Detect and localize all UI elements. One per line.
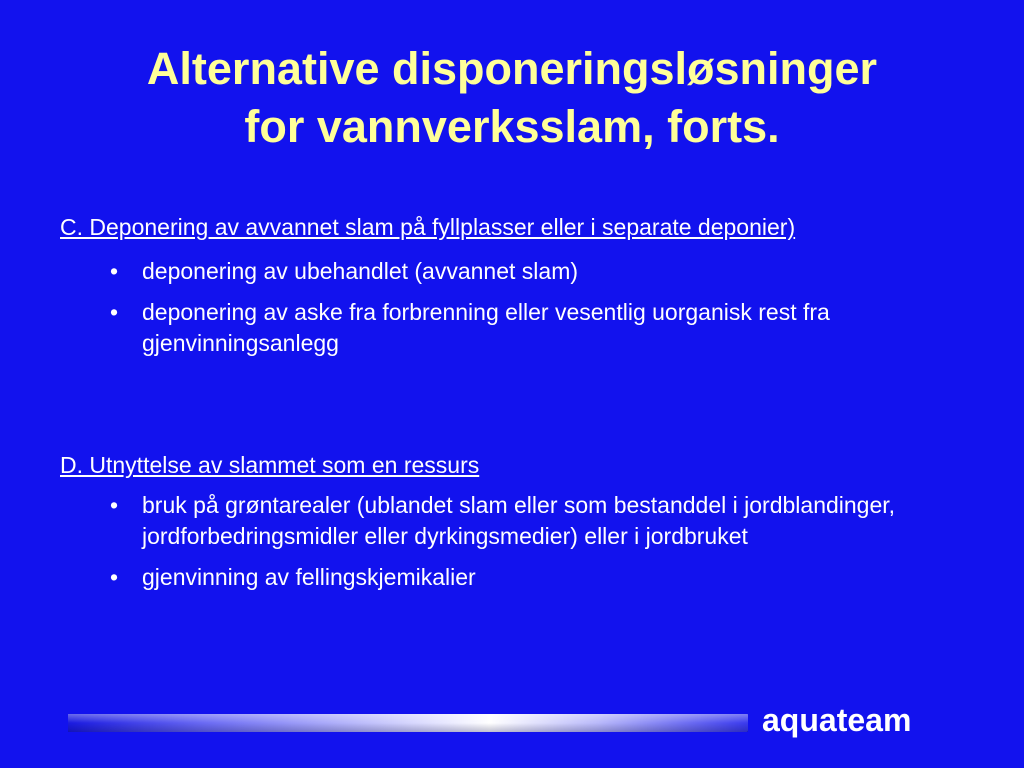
bullet-text: deponering av aske fra forbrenning eller vesentlig uorganisk rest fra gjenvinningsanlegg (142, 299, 830, 356)
bullet-text: bruk på grøntarealer (ublandet slam eller som bestanddel i jordblandinger, jordforbedringsmidler eller dyrkingsmedier) eller i jordbruket (142, 492, 896, 549)
footer-gradient-bar (68, 714, 748, 732)
slide-title (0, 40, 1024, 156)
bullet-icon: • (110, 492, 119, 518)
aquateam-logo: aquateam (762, 702, 912, 738)
bullet-text: deponering av ubehandlet (avvannet slam) (142, 258, 579, 284)
bullet-icon: • (110, 299, 119, 325)
bullet-icon: • (110, 258, 119, 284)
section-c-bullet-list (110, 256, 1010, 369)
title-line-2: for vannverksslam, forts. (244, 101, 780, 152)
bullet-icon: • (110, 564, 119, 590)
section-d-bullet-list (110, 490, 1010, 603)
list-item (110, 562, 1010, 593)
section-d-heading: D. Utnyttelse av slammet som en ressurs (60, 452, 480, 478)
list-item (110, 297, 1010, 359)
list-item (110, 256, 1010, 287)
list-item (110, 490, 1010, 552)
section-c-heading: C. Deponering av avvannet slam på fyllplasser eller i separate deponier) (60, 214, 796, 240)
title-line-1: Alternative disponeringsløsninger (146, 43, 878, 94)
bullet-text: gjenvinning av fellingskjemikalier (142, 564, 476, 590)
